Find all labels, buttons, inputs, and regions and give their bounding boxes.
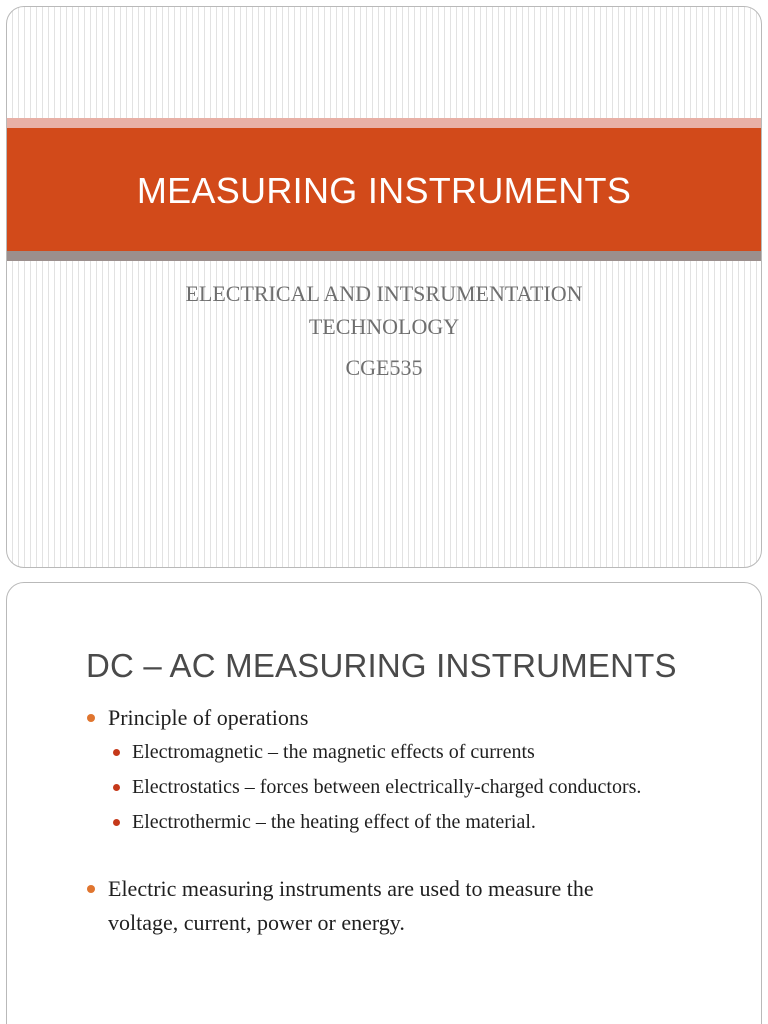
sub-bullet-text: Electrostatics – forces between electrically-charged conductors. — [132, 776, 642, 798]
subtitle-line-1: ELECTRICAL AND INTSRUMENTATION — [185, 281, 583, 306]
sub-list-item — [87, 805, 747, 840]
content-slide — [6, 582, 762, 1024]
bullet-dot-icon — [87, 714, 95, 722]
sub-bullet-text: Electromagnetic – the magnetic effects of currents — [132, 741, 535, 763]
sub-bullet-dot-icon — [113, 819, 120, 826]
bullet-text-line-1: Electric measuring instruments are used to measure the — [108, 876, 594, 901]
sub-bullet-dot-icon — [113, 784, 120, 791]
course-code: CGE535 — [345, 355, 423, 380]
bullet-dot-icon — [87, 885, 95, 893]
sub-bullet-dot-icon — [113, 749, 120, 756]
bullet-list — [87, 701, 747, 940]
list-item — [87, 701, 747, 735]
bullet-text: Principle of operations — [108, 705, 309, 730]
slide-title: MEASURING INSTRUMENTS — [136, 169, 632, 211]
spacer — [87, 840, 747, 872]
title-band — [7, 128, 761, 251]
title-slide — [6, 6, 762, 568]
divider-band — [7, 251, 761, 261]
accent-band — [7, 118, 761, 128]
bullet-text-line-2: voltage, current, power or energy. — [108, 910, 405, 935]
sub-bullet-text: Electrothermic – the heating effect of the material. — [132, 811, 536, 833]
content-slide-title: DC – AC MEASURING INSTRUMENTS — [86, 647, 677, 684]
subtitle-line-2: TECHNOLOGY — [308, 314, 460, 339]
list-item — [87, 872, 747, 940]
slide-subtitle — [7, 277, 761, 384]
sub-list-item — [87, 735, 747, 770]
sub-list-item — [87, 770, 747, 805]
